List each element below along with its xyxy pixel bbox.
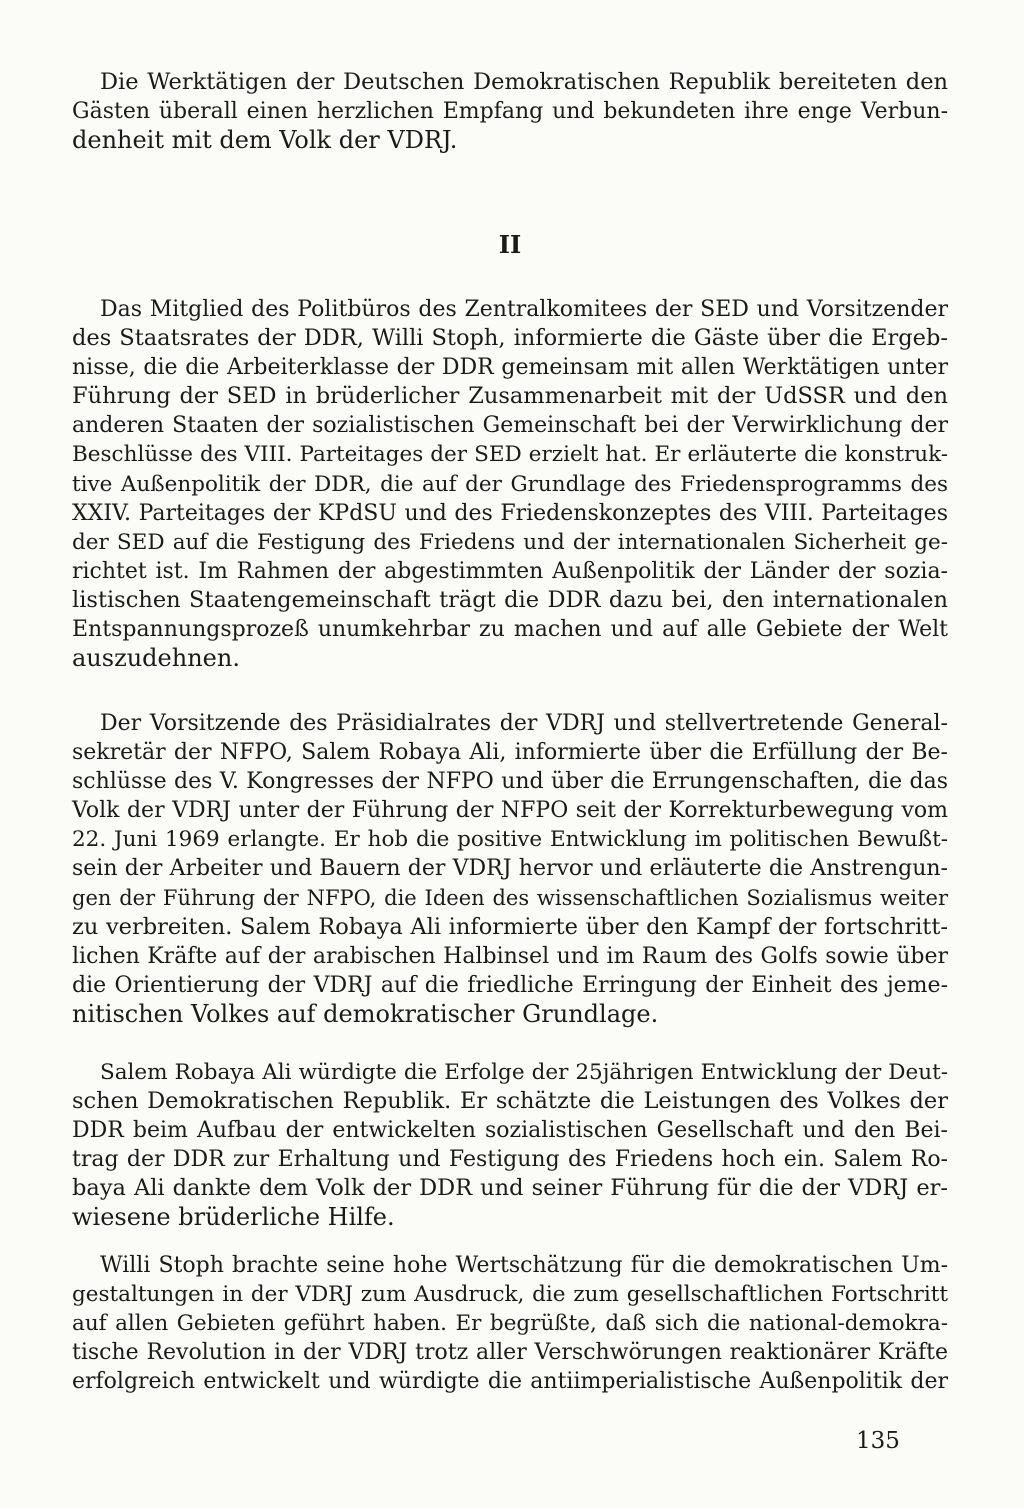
text-line: Entspannungsprozeß unumkehrbar zu machen und auf alle Gebiete der Welt [72, 617, 948, 643]
text-line: auf allen Gebieten geführt haben. Er begrüßte, daß sich die national-demokra- [72, 1311, 948, 1337]
text-line: sein der Arbeiter und Bauern der VDRJ hervor und erläuterte die Anstrengun- [72, 856, 948, 882]
paragraph-5 [72, 1251, 948, 1396]
text-line: Salem Robaya Ali würdigte die Erfolge der 25jährigen Entwicklung der Deut- [100, 1060, 948, 1085]
text-line: gestaltungen in der VDRJ zum Ausdruck, die zum gesellschaftlichen Fortschritt [72, 1282, 948, 1308]
text-line: Willi Stoph brachte seine hohe Wertschätzung für die demokratischen Um- [100, 1253, 948, 1278]
text-line: Die Werktätigen der Deutschen Demokratischen Republik bereiteten den [100, 69, 948, 95]
text-line: erfolgreich entwickelt und würdigte die antiimperialistische Außenpolitik der [72, 1369, 948, 1395]
page-number: 135 [856, 1428, 900, 1454]
text-line: trag der DDR zur Erhaltung und Festigung des Friedens hoch ein. Salem Ro- [72, 1147, 948, 1173]
text-line: Führung der SED in brüderlicher Zusammenarbeit mit der UdSSR und den [72, 383, 948, 410]
text-line: Gästen überall einen herzlichen Empfang und bekundeten ihre enge Verbun- [72, 99, 948, 125]
paragraph-4 [72, 1058, 948, 1233]
text-line: anderen Staaten der sozialistischen Gemeinschaft bei der Verwirklichung der [72, 413, 948, 439]
paragraph-1 [72, 68, 948, 155]
text-line: denheit mit dem Volk der VDRJ. [72, 126, 458, 155]
text-line: der SED auf die Festigung des Friedens und der internationalen Sicherheit ge- [72, 529, 948, 555]
text-line: schen Demokratischen Republik. Er schätzte die Leistungen des Volkes der [72, 1088, 948, 1115]
text-line: Der Vorsitzende des Präsidialrates der VDRJ und stellvertretende General- [100, 711, 948, 736]
text-line: richtet ist. Im Rahmen der abgestimmten Außenpolitik der Länder der sozia- [72, 558, 948, 584]
text-line: schlüsse des V. Kongresses der NFPO und über die Errungenschaften, die das [72, 769, 948, 795]
text-line: nitischen Volkes auf demokratischer Grundlage. [72, 999, 659, 1028]
text-line: nisse, die die Arbeiterklasse der DDR gemeinsam mit allen Werktätigen unter [72, 355, 948, 381]
text-line: DDR beim Aufbau der entwickelten sozialistischen Gesellschaft und den Bei- [72, 1118, 948, 1144]
text-line: gen der Führung der NFPO, die Ideen des wissenschaftlichen Sozialismus weiter [72, 885, 948, 910]
text-line: baya Ali dankte dem Volk der DDR und seiner Führung für die der VDRJ er- [72, 1175, 948, 1202]
text-line: die Orientierung der VDRJ auf die friedliche Erringung der Einheit des jeme- [72, 972, 948, 998]
text-line: listischen Staatengemeinschaft trägt die DDR dazu bei, den internationalen [72, 586, 948, 613]
text-line: des Staatsrates der DDR, Willi Stoph, informierte die Gäste über die Ergeb- [72, 325, 948, 352]
text-line: lichen Kräfte auf der arabischen Halbinsel und im Raum des Golfs sowie über [72, 943, 948, 969]
text-line: wiesene brüderliche Hilfe. [72, 1203, 395, 1232]
text-line: 22. Juni 1969 erlangte. Er hob die positive Entwicklung im politischen Bewußt- [72, 827, 948, 853]
text-line: Volk der VDRJ unter der Führung der NFPO seit der Korrekturbewegung vom [72, 798, 948, 824]
text-line: Beschlüsse des VIII. Parteitages der SED erzielt hat. Er erläuterte die konstruk- [72, 442, 948, 468]
text-line: tische Revolution in der VDRJ trotz aller Verschwörungen reaktionärer Kräfte [72, 1340, 948, 1366]
text-line: Das Mitglied des Politbüros des Zentralkomitees der SED und Vorsitzender [100, 297, 948, 322]
paragraph-3 [72, 709, 948, 1029]
text-line: XXIV. Parteitages der KPdSU und des Friedenskonzeptes des VIII. Parteitages [72, 500, 948, 526]
paragraph-2 [72, 295, 948, 673]
text-line: zu verbreiten. Salem Robaya Ali informierte über den Kampf der fortschritt- [72, 913, 948, 940]
text-line: tive Außenpolitik der DDR, die auf der Grundlage des Friedensprogramms des [72, 471, 948, 497]
section-heading: II [498, 230, 522, 259]
text-line: sekretär der NFPO, Salem Robaya Ali, informierte über die Erfüllung der Be- [72, 740, 948, 766]
text-line: auszudehnen. [72, 644, 240, 673]
